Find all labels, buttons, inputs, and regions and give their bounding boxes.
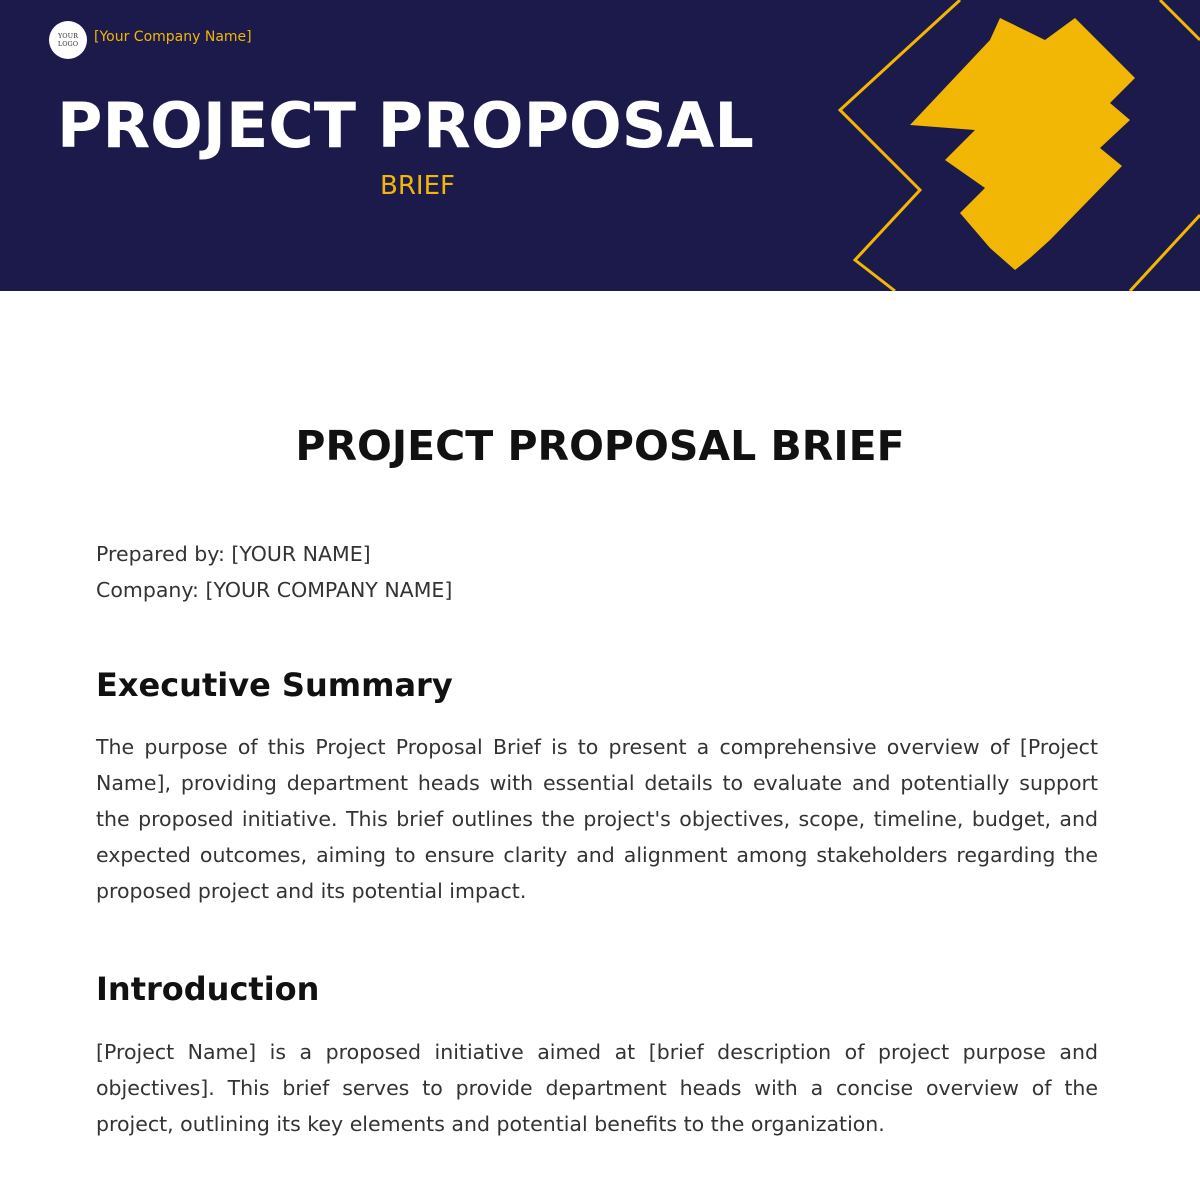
prepared-by: Prepared by: [YOUR NAME] xyxy=(96,542,371,566)
banner-subtitle: BRIEF xyxy=(380,171,455,201)
decorative-outline-left xyxy=(840,0,960,291)
company-line: Company: [YOUR COMPANY NAME] xyxy=(96,578,453,602)
logo-text-line1: YOUR xyxy=(58,32,78,40)
document-title: PROJECT PROPOSAL BRIEF xyxy=(295,422,905,470)
section-heading-executive-summary: Executive Summary xyxy=(96,666,453,704)
section-body-executive-summary: The purpose of this Project Proposal Brief is to present a comprehensive overview of [Project Name], providing department heads with essential details to evaluate and potentially support the proposed initiative. This brief outlines the project's objectives, scope, timeline, budget, and expected outcomes, aiming to ensure clarity and alignment among stakeholders regarding the proposed project and its potential impact. xyxy=(96,735,1098,903)
logo-text-line2: LOGO xyxy=(57,40,79,48)
document-meta xyxy=(96,536,452,608)
header-banner xyxy=(0,0,1200,291)
decorative-outline-right xyxy=(1160,0,1200,40)
decorative-outline-right-lower xyxy=(1130,215,1200,291)
company-logo xyxy=(49,21,87,59)
section-body-introduction: [Project Name] is a proposed initiative aimed at [brief description of project purpose and objectives]. This brief serves to provide department heads with a concise overview of the project, outlining its key elements and potential benefits to the organization. xyxy=(96,1040,1098,1136)
banner-title: PROJECT PROPOSAL xyxy=(57,89,754,162)
company-name-tag: [Your Company Name] xyxy=(94,29,252,45)
section-heading-introduction: Introduction xyxy=(96,970,320,1008)
decorative-yellow-diamond xyxy=(910,18,1135,270)
